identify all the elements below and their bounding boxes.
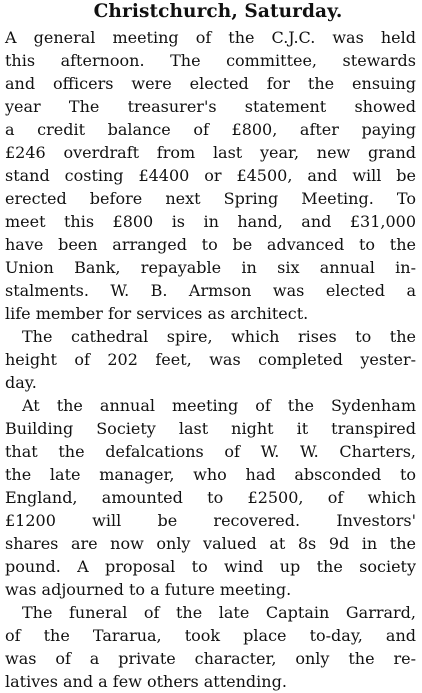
paragraph-1-line: have been arranged to be advanced to the: [5, 235, 416, 254]
paragraph-2-line: height of 202 feet, was completed yester-: [5, 350, 416, 369]
paragraph-4-line: was of a private character, only the re-: [5, 649, 416, 668]
paragraph-2-line: The cathedral spire, which rises to the: [22, 327, 416, 346]
paragraph-1-line: and officers were elected for the ensuing: [5, 74, 416, 93]
paragraph-3-line: £1200 will be recovered. Investors': [5, 511, 416, 530]
paragraph-2-line: day.: [5, 373, 37, 392]
paragraph-1-line: meet this £800 is in hand, and £31,000: [5, 212, 416, 231]
paragraph-3-line: shares are now only valued at 8s 9d in the: [5, 534, 416, 553]
paragraph-3-line: At the annual meeting of the Sydenham: [22, 396, 416, 415]
paragraph-1-line: Union Bank, repayable in six annual in-: [5, 258, 416, 277]
paragraph-3-line: that the defalcations of W. W. Charters,: [5, 442, 416, 461]
paragraph-1-line: life member for services as architect.: [5, 304, 309, 323]
paragraph-1-line: year The treasurer's statement showed: [5, 97, 416, 116]
paragraph-1-line: erected before next Spring Meeting. To: [5, 189, 416, 208]
paragraph-1-line: stand costing £4400 or £4500, and will be: [5, 166, 416, 185]
paragraph-1-line: this afternoon. The committee, stewards: [5, 51, 416, 70]
paragraph-3-line: England, amounted to £2500, of which: [5, 488, 416, 507]
paragraph-3-line: pound. A proposal to wind up the society: [5, 557, 416, 576]
paragraph-1-line: a credit balance of £800, after paying: [5, 120, 416, 139]
paragraph-1-line: A general meeting of the C.J.C. was held: [5, 28, 416, 47]
paragraph-1-line: £246 overdraft from last year, new grand: [5, 143, 416, 162]
paragraph-3-line: the late manager, who had absconded to: [5, 465, 416, 484]
paragraph-4-line: latives and a few others attending.: [5, 672, 287, 691]
paragraph-4-line: of the Tararua, took place to-day, and: [5, 626, 416, 645]
paragraph-3-line: Building Society last night it transpired: [5, 419, 416, 438]
paragraph-1-line: stalments. W. B. Armson was elected a: [5, 281, 416, 300]
paragraph-4-line: The funeral of the late Captain Garrard,: [22, 603, 416, 622]
article-headline: Christchurch, Saturday.: [93, 1, 343, 22]
paragraph-3-line: was adjourned to a future meeting.: [5, 580, 292, 599]
